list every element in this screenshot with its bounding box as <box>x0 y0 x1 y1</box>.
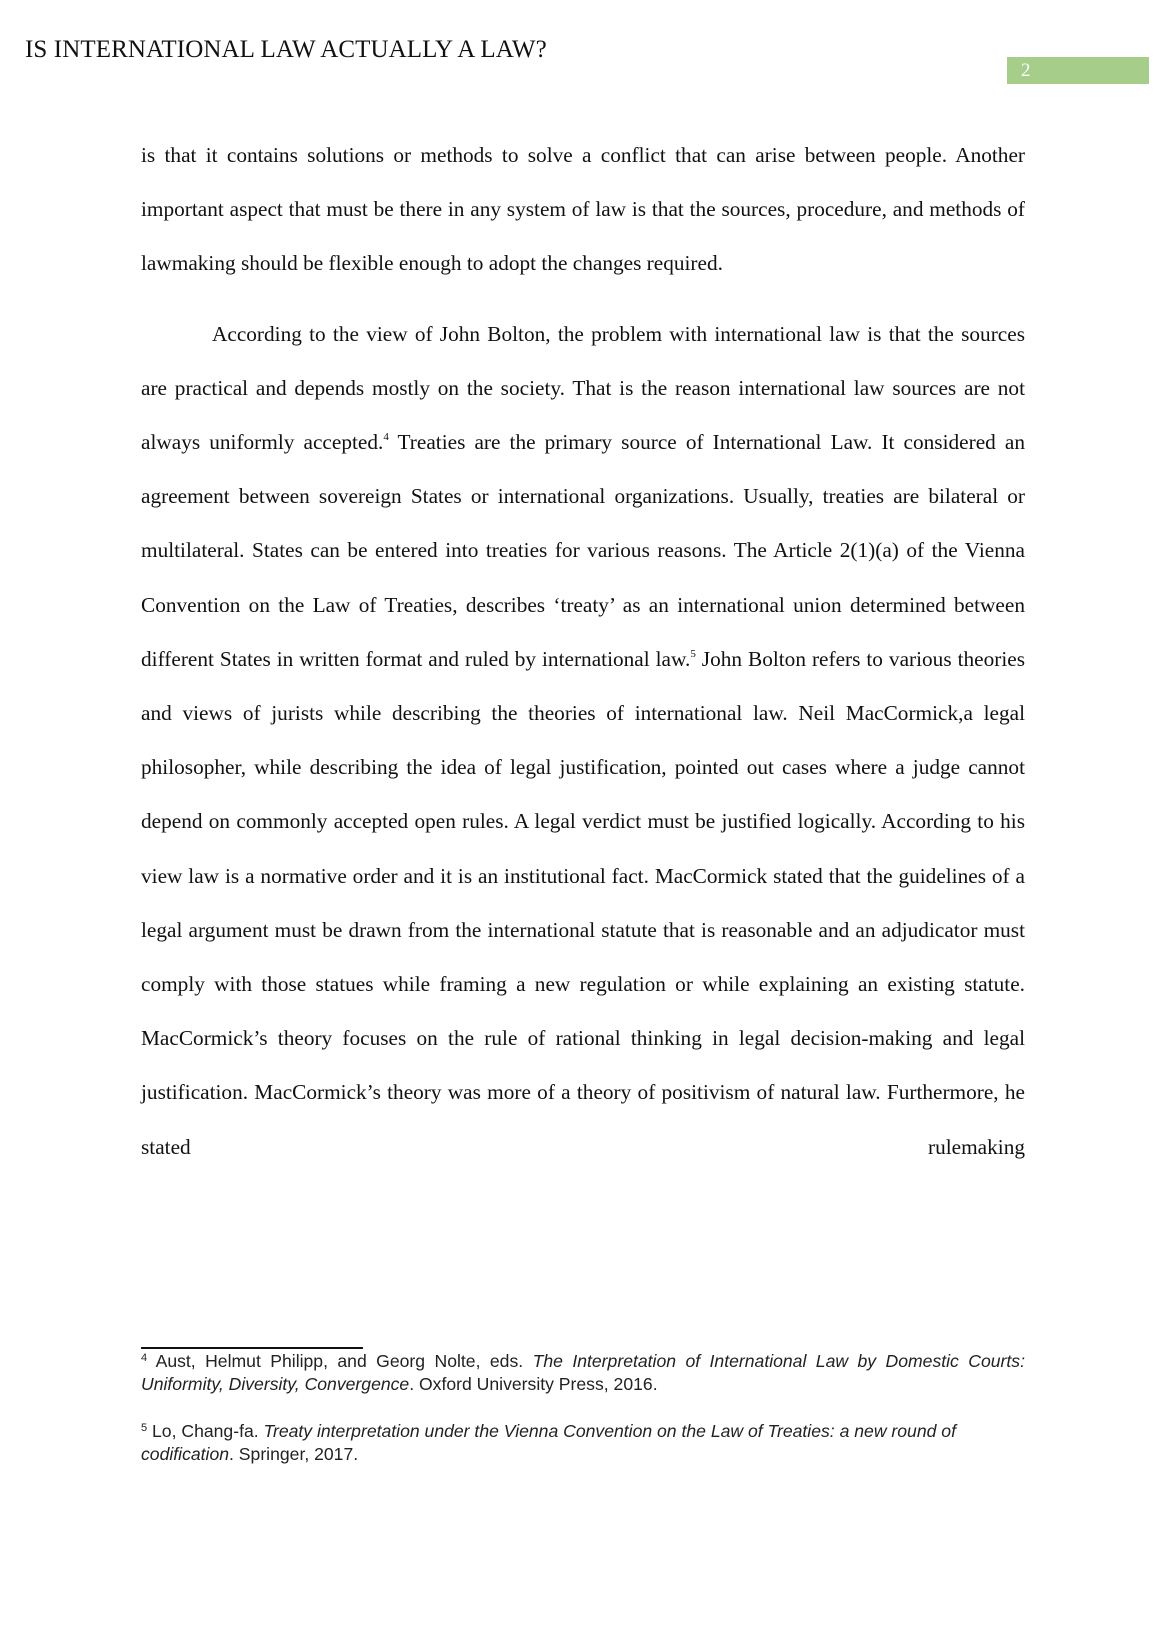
footnote-reference-5[interactable]: 5 <box>690 647 696 660</box>
page-number: 2 <box>1007 57 1149 84</box>
footnote-separator <box>141 1347 363 1349</box>
footnote-5-title: Treaty interpretation under the Vienna Convention on the Law of Treaties: a new round of codification <box>141 1421 956 1464</box>
footnote-5-number: 5 <box>141 1422 148 1434</box>
body-paragraph-2 <box>141 307 1025 1174</box>
footnote-5 <box>141 1420 1025 1466</box>
footnote-4-number: 4 <box>141 1352 148 1364</box>
document-body <box>141 128 1025 1174</box>
running-header-title: IS INTERNATIONAL LAW ACTUALLY A LAW? <box>25 36 547 63</box>
body-paragraph-1: is that it contains solutions or methods to solve a conflict that can arise between people. Another important aspect that must be there in any system of law is that the sources, procedure, and methods of lawmaking should be flexible enough to adopt the changes required. <box>141 143 1025 276</box>
footnote-4-title: The Interpretation of International Law by Domestic Courts: Uniformity, Diversity, Convergence <box>141 1351 1025 1394</box>
footnote-4 <box>141 1350 1025 1396</box>
paragraph-2-text-part-3: John Bolton refers to various theories and views of jurists while describing the theories of international law. Neil MacCormick,a legal philosopher, while describing the idea of legal justification, pointed out cases where a judge cannot depend on commonly accepted open rules. A legal verdict must be justified logically. According to his view law is a normative order and it is an institutional fact. MacCormick stated that the guidelines of a legal argument must be drawn from the international statute that is reasonable and an adjudicator must comply with those statues while framing a new regulation or while explaining an existing statute. MacCormick’s theory focuses on the rule of rational thinking in legal decision-making and legal justification. MacCormick’s theory was more of a theory of positivism of natural law. Furthermore, he stated rulemaking <box>141 646 1025 1159</box>
footnote-reference-4[interactable]: 4 <box>383 431 389 444</box>
footnote-4-publisher: . Oxford University Press, 2016. <box>409 1374 658 1394</box>
paragraph-2-text-part-2: Treaties are the primary source of International Law. It considered an agreement between sovereign States or international organizations. Usually, treaties are bilateral or multilateral. States can be entered into treaties for various reasons. The Article 2(1)(a) of the Vienna Convention on the Law of Treaties, describes ‘treaty’ as an international union determined between different States in written format and ruled by international law. <box>141 430 1025 671</box>
footnote-5-publisher: . Springer, 2017. <box>229 1444 359 1464</box>
footnote-4-authors: Aust, Helmut Philipp, and Georg Nolte, eds. <box>147 1351 533 1371</box>
paragraph-2-text-part-1: According to the view of John Bolton, the problem with international law is that the sources are practical and depends mostly on the society. That is the reason international law sources are not always uniformly accepted. <box>141 321 1025 455</box>
footnote-5-authors: Lo, Chang-fa. <box>147 1421 264 1441</box>
footnotes-section <box>141 1350 1025 1466</box>
